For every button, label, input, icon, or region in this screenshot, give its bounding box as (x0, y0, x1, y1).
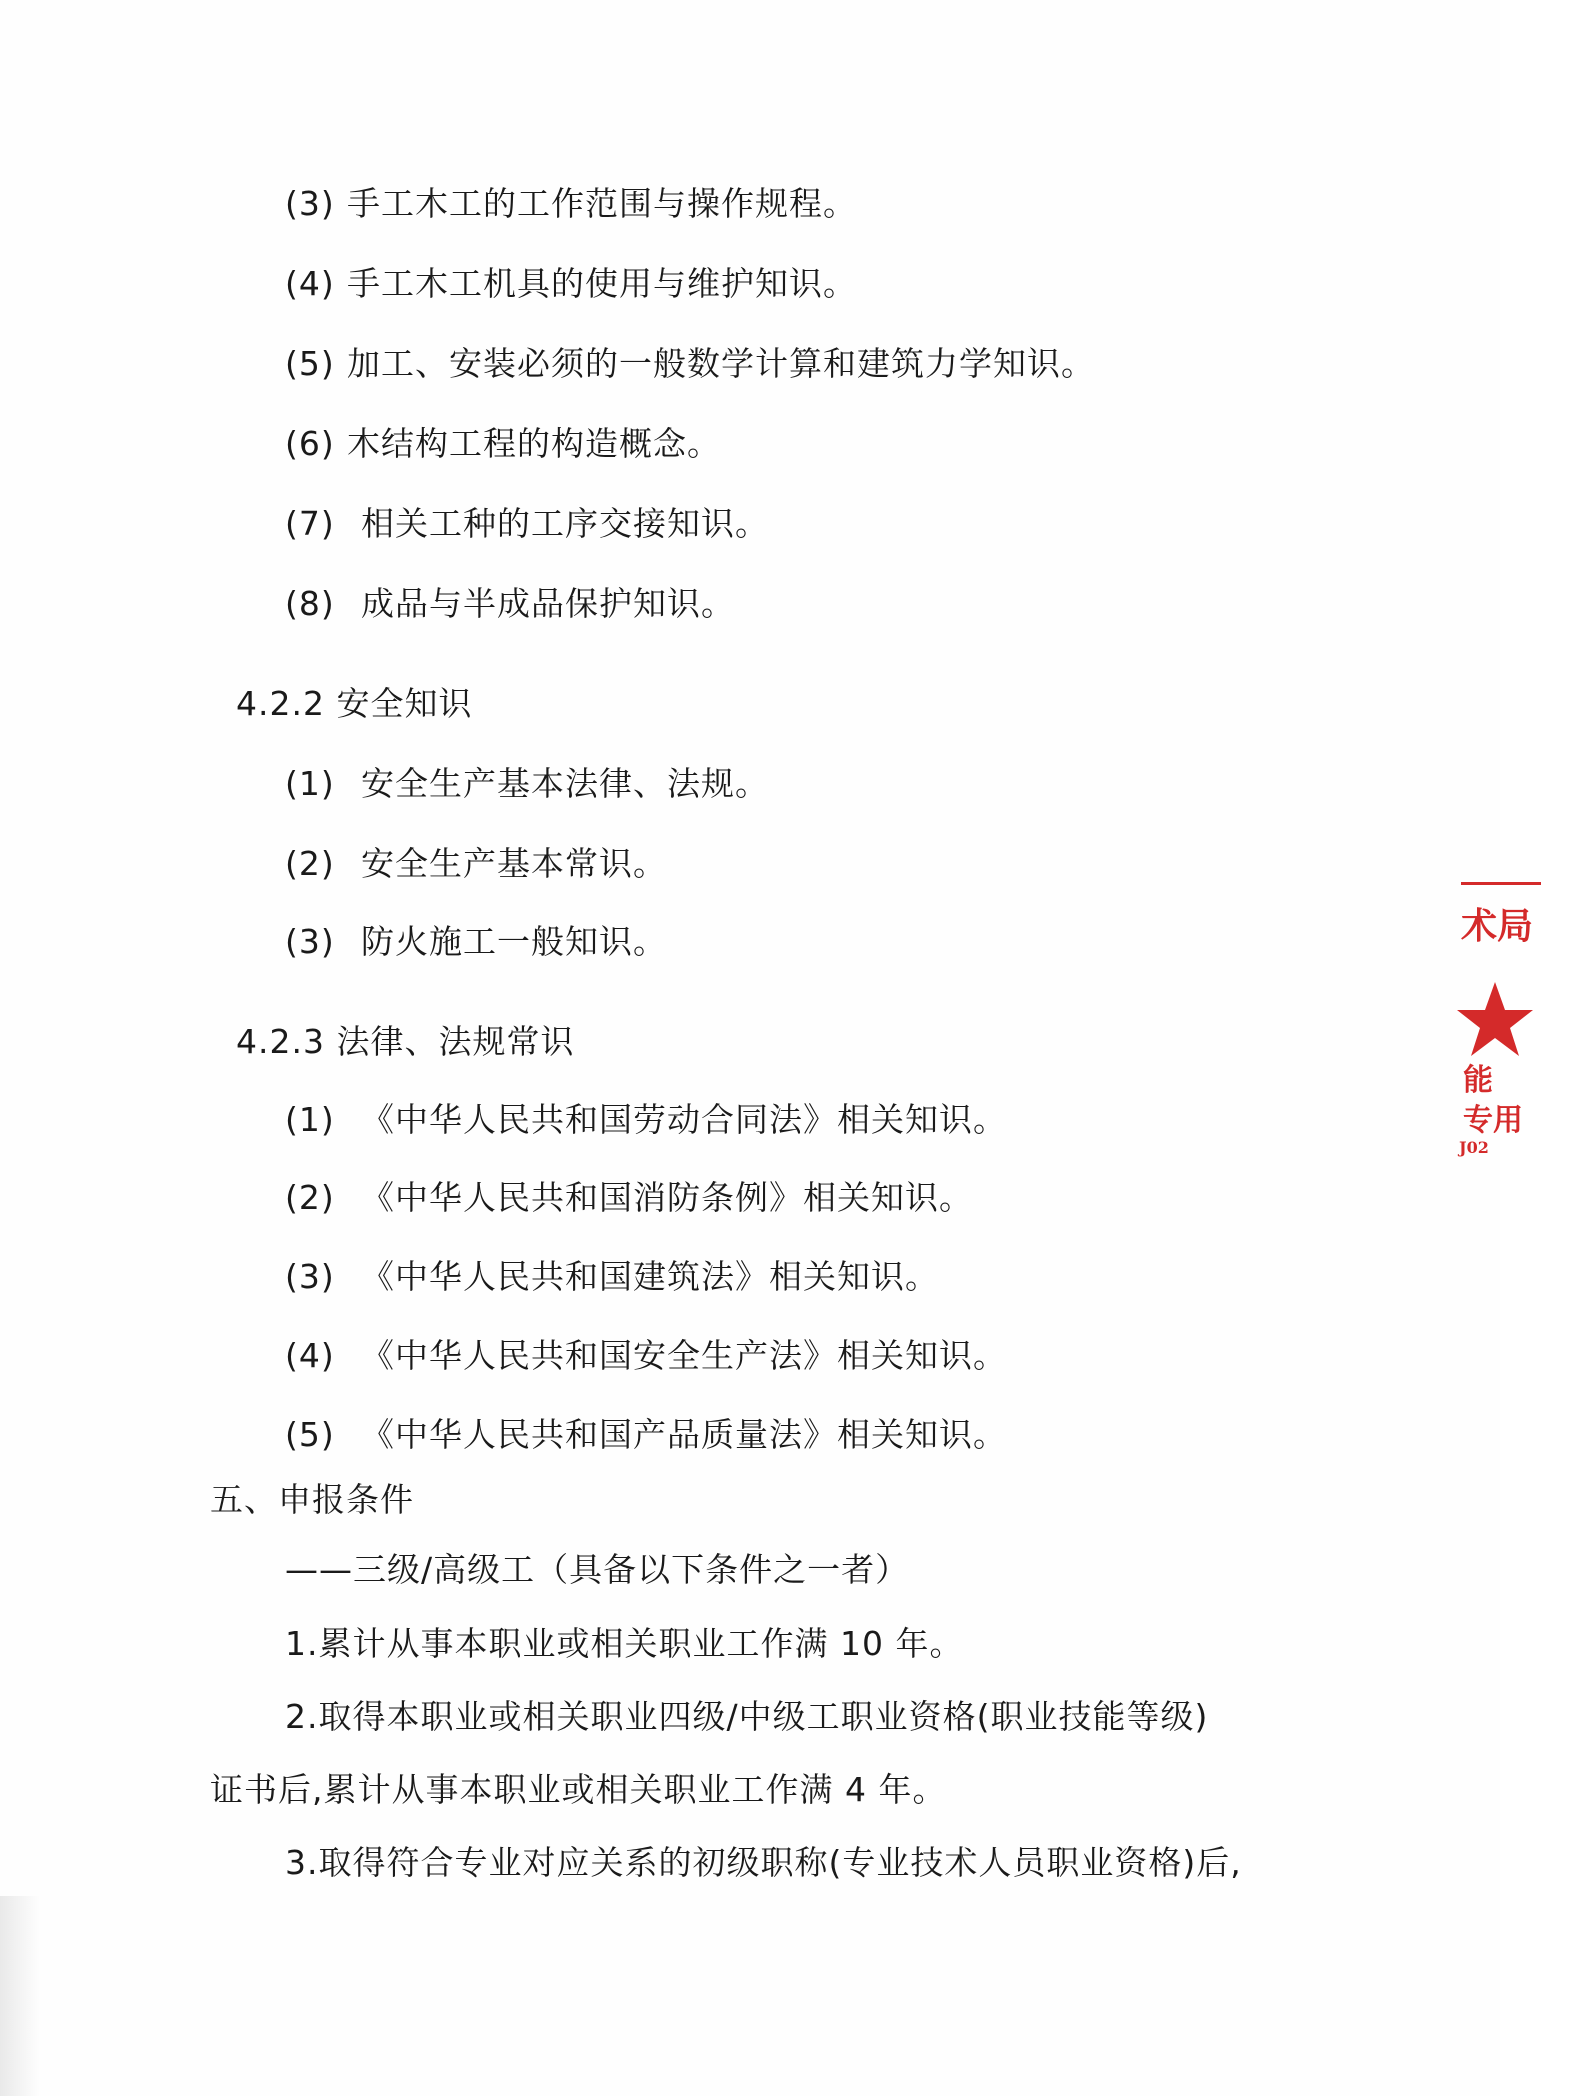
section-heading-law: 4.2.3 法律、法规常识 (236, 1022, 575, 1061)
item-number: (3) (285, 184, 335, 223)
item-number: (4) (285, 264, 335, 303)
item-text: 相关工种的工序交接知识。 (361, 504, 769, 543)
list-item (285, 424, 721, 464)
item-number: (4) (285, 1336, 335, 1375)
list-item (285, 1415, 1007, 1455)
item-number: (3) (285, 922, 335, 961)
item-number: (2) (285, 844, 335, 883)
item-number: (5) (285, 1415, 335, 1454)
item-number: (1) (285, 764, 335, 803)
list-item (285, 1257, 939, 1297)
stamp-border (1461, 882, 1541, 885)
stamp-text: 术局 (1461, 905, 1534, 947)
item-number: (6) (285, 424, 335, 463)
item-text: 手工木工的工作范围与操作规程。 (347, 184, 857, 223)
item-text: 加工、安装必须的一般数学计算和建筑力学知识。 (347, 344, 1095, 383)
item-text: 手工木工机具的使用与维护知识。 (347, 264, 857, 303)
item-text: 《中华人民共和国安全生产法》相关知识。 (361, 1336, 1007, 1375)
level-title: ——三级/高级工（具备以下条件之一者） (285, 1550, 910, 1589)
stamp-text: J02 (1459, 1138, 1489, 1157)
official-stamp (1455, 870, 1534, 1170)
section-heading-safety: 4.2.2 安全知识 (236, 684, 473, 723)
item-text: 《中华人民共和国消防条例》相关知识。 (361, 1178, 973, 1217)
item-number: (3) (285, 1257, 335, 1296)
stamp-text: 能 (1463, 1063, 1493, 1098)
condition-2-line2: 证书后,累计从事本职业或相关职业工作满 4 年。 (210, 1770, 947, 1809)
item-text: 《中华人民共和国建筑法》相关知识。 (361, 1257, 939, 1296)
list-item (285, 184, 857, 224)
item-text: 防火施工一般知识。 (361, 922, 667, 961)
item-text: 成品与半成品保护知识。 (361, 584, 735, 623)
item-number: (5) (285, 344, 335, 383)
item-text: 安全生产基本常识。 (361, 844, 667, 883)
list-item (285, 504, 769, 544)
item-number: (8) (285, 584, 335, 623)
list-item (285, 764, 769, 804)
list-item (285, 1336, 1007, 1376)
stamp-star-icon (1455, 980, 1535, 1060)
list-item (285, 844, 667, 884)
list-item (285, 1100, 1007, 1140)
list-item (285, 344, 1095, 384)
item-number: (2) (285, 1178, 335, 1217)
item-text: 安全生产基本法律、法规。 (361, 764, 769, 803)
stamp-text: 专用 (1463, 1103, 1523, 1138)
list-item (285, 1178, 973, 1218)
condition-3-line1: 3.取得符合专业对应关系的初级职称(专业技术人员职业资格)后, (285, 1843, 1242, 1882)
list-item (285, 584, 735, 624)
condition-2-line1: 2.取得本职业或相关职业四级/中级工职业资格(职业技能等级) (285, 1697, 1209, 1736)
section-heading-5: 五、申报条件 (210, 1480, 414, 1519)
condition-1: 1.累计从事本职业或相关职业工作满 10 年。 (285, 1624, 964, 1663)
item-number: (1) (285, 1100, 335, 1139)
item-text: 木结构工程的构造概念。 (347, 424, 721, 463)
list-item (285, 264, 857, 304)
item-number: (7) (285, 504, 335, 543)
scan-edge-shadow (0, 1896, 40, 2096)
item-text: 《中华人民共和国产品质量法》相关知识。 (361, 1415, 1007, 1454)
item-text: 《中华人民共和国劳动合同法》相关知识。 (361, 1100, 1007, 1139)
list-item (285, 922, 667, 962)
